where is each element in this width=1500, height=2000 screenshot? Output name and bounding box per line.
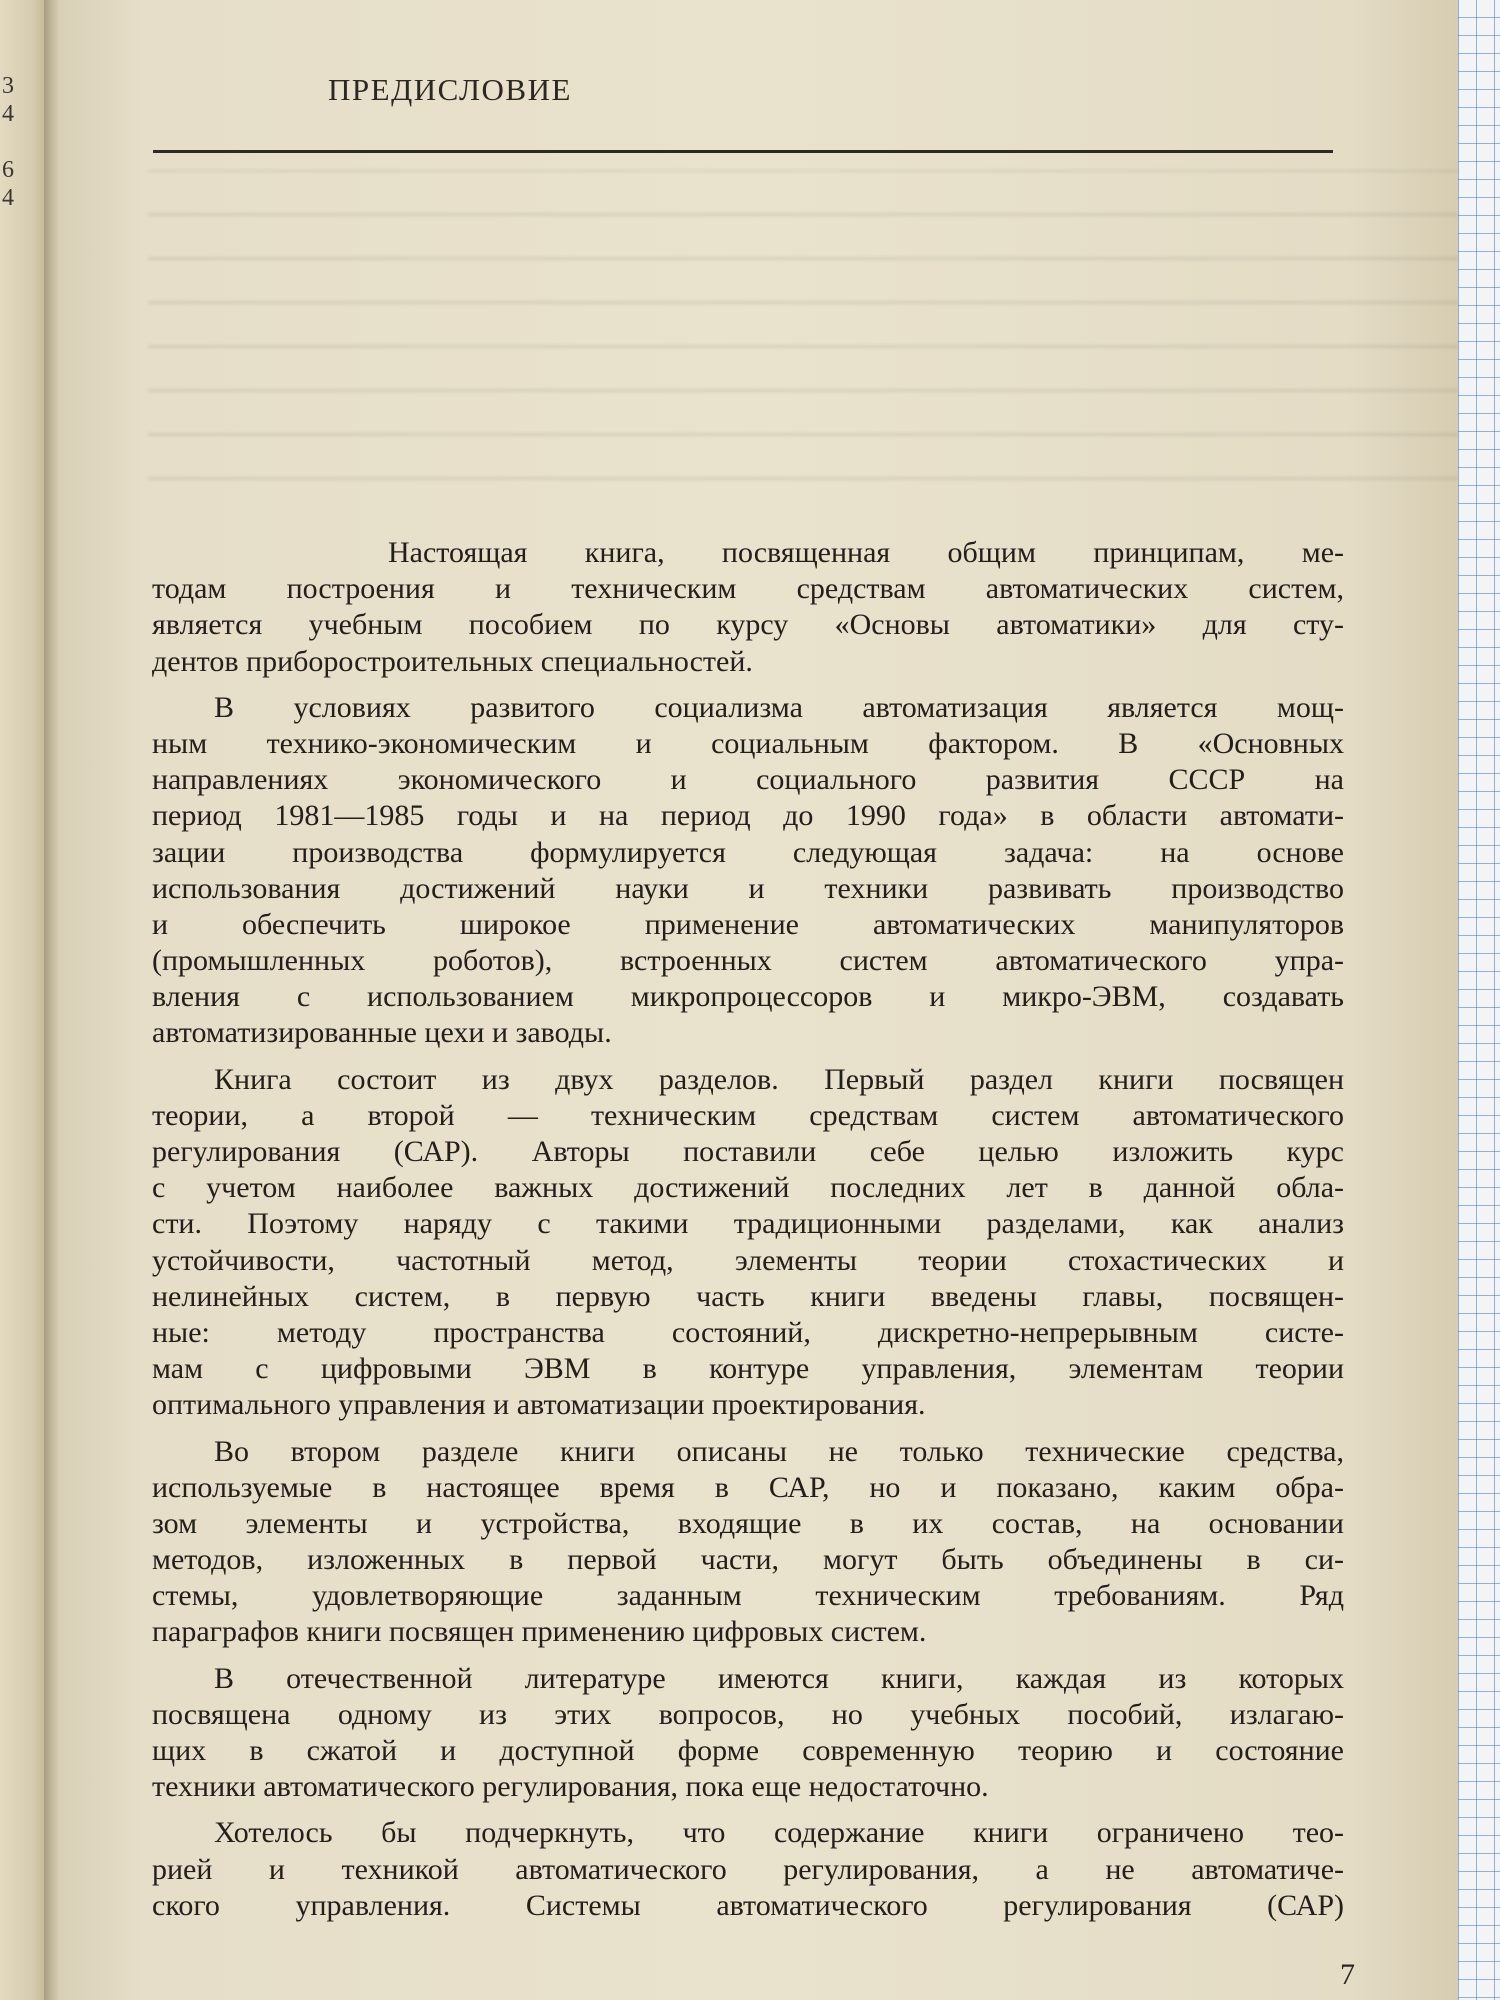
text-line: параграфов книги посвящен применению цифровых систем. [152, 1615, 927, 1649]
text-line: период 1981—1985 годы и на период до 1990 года» в области автомати- [152, 799, 1344, 833]
text-line: Хотелось бы подчеркнуть, что содержание книги ограничено тео- [214, 1816, 1344, 1850]
text-line: рией и техникой автоматического регулирования, а не автоматиче- [152, 1852, 1344, 1886]
text-line: и обеспечить широкое применение автоматических манипуляторов [152, 907, 1344, 941]
text-line: посвящена одному из этих вопросов, но учебных пособий, излагаю- [152, 1697, 1344, 1731]
text-line: В отечественной литературе имеются книги, каждая из которых [214, 1661, 1344, 1695]
text-line: теории, а второй — техническим средствам систем автоматического [152, 1098, 1344, 1132]
text-line: используемые в настоящее время в САР, но и показано, каким обра- [152, 1470, 1344, 1504]
text-line: стемы, удовлетворяющие заданным техническим требованиям. Ряд [152, 1579, 1344, 1613]
text-line: ным технико-экономическим и социальным фактором. В «Основных [152, 726, 1344, 760]
text-line: (промышленных роботов), встроенных систем автоматического упра- [152, 944, 1344, 978]
text-line: В условиях развитого социализма автоматизация является мощ- [214, 690, 1344, 724]
text-line: мам с цифровыми ЭВМ в контуре управления, элементам теории [152, 1352, 1344, 1386]
heading-rule [153, 150, 1333, 153]
paragraph [152, 1434, 1344, 1651]
page-number: 7 [1340, 1958, 1355, 1991]
page-heading: ПРЕДИСЛОВИЕ [328, 72, 572, 107]
text-line: ные: методу пространства состояний, дискретно-непрерывным систе- [152, 1315, 1344, 1349]
text-line: устойчивости, частотный метод, элементы теории стохастических и [152, 1243, 1344, 1277]
text-line: оптимального управления и автоматизации проектирования. [152, 1388, 926, 1422]
text-line: тодам построения и техническим средствам автоматических систем, [152, 572, 1344, 606]
text-line: автоматизированные цехи и заводы. [152, 1016, 612, 1050]
text-line: Книга состоит из двух разделов. Первый раздел книги посвящен [214, 1062, 1344, 1096]
paragraph-gap [152, 1805, 1344, 1815]
text-line: с учетом наиболее важных достижений последних лет в данной обла- [152, 1171, 1344, 1205]
text-line: зом элементы и устройства, входящие в их состав, на основании [152, 1506, 1344, 1540]
text-line: дентов приборостроительных специальностей. [152, 644, 753, 678]
paragraph [152, 1815, 1344, 1924]
text-line: сти. Поэтому наряду с такими традиционными разделами, как анализ [152, 1207, 1344, 1241]
left-page-edge [0, 0, 46, 2000]
paragraph [152, 1062, 1344, 1424]
show-through-text [148, 170, 1458, 510]
text-line: является учебным пособием по курсу «Основы автоматики» для сту- [152, 608, 1344, 642]
text-line: щих в сжатой и доступной форме современную теорию и состояние [152, 1734, 1344, 1767]
paragraph-gap [152, 680, 1344, 690]
text-line: использования достижений науки и техники развивать производство [152, 871, 1344, 905]
text-line: вления с использованием микропроцессоров и микро-ЭВМ, создавать [152, 980, 1344, 1014]
text-line: нелинейных систем, в первую часть книги введены главы, посвящен- [152, 1279, 1344, 1313]
text-line: ского управления. Системы автоматического регулирования (САР) [152, 1888, 1344, 1922]
left-page-marks: 3 4 6 4 [2, 73, 14, 211]
paragraph [152, 690, 1344, 1052]
text-line: Во втором разделе книги описаны не только технические средства, [214, 1434, 1344, 1468]
paragraph [152, 535, 1344, 680]
text-line: направлениях экономического и социального развития СССР на [152, 763, 1344, 797]
book-page [58, 0, 1458, 2000]
paragraph-gap [152, 1651, 1344, 1661]
text-line: регулирования (САР). Авторы поставили себе целью изложить курс [152, 1135, 1344, 1168]
text-line: техники автоматического регулирования, пока еще недостаточно. [152, 1770, 989, 1804]
text-line: зации производства формулируется следующая задача: на основе [152, 835, 1344, 869]
text-line: методов, изложенных в первой части, могут быть объединены в си- [152, 1543, 1344, 1577]
paragraph [152, 1661, 1344, 1806]
body-text [152, 535, 1344, 1924]
text-line: Настоящая книга, посвященная общим принципам, ме- [388, 536, 1344, 569]
paragraph-gap [152, 1052, 1344, 1062]
paragraph-gap [152, 1424, 1344, 1434]
